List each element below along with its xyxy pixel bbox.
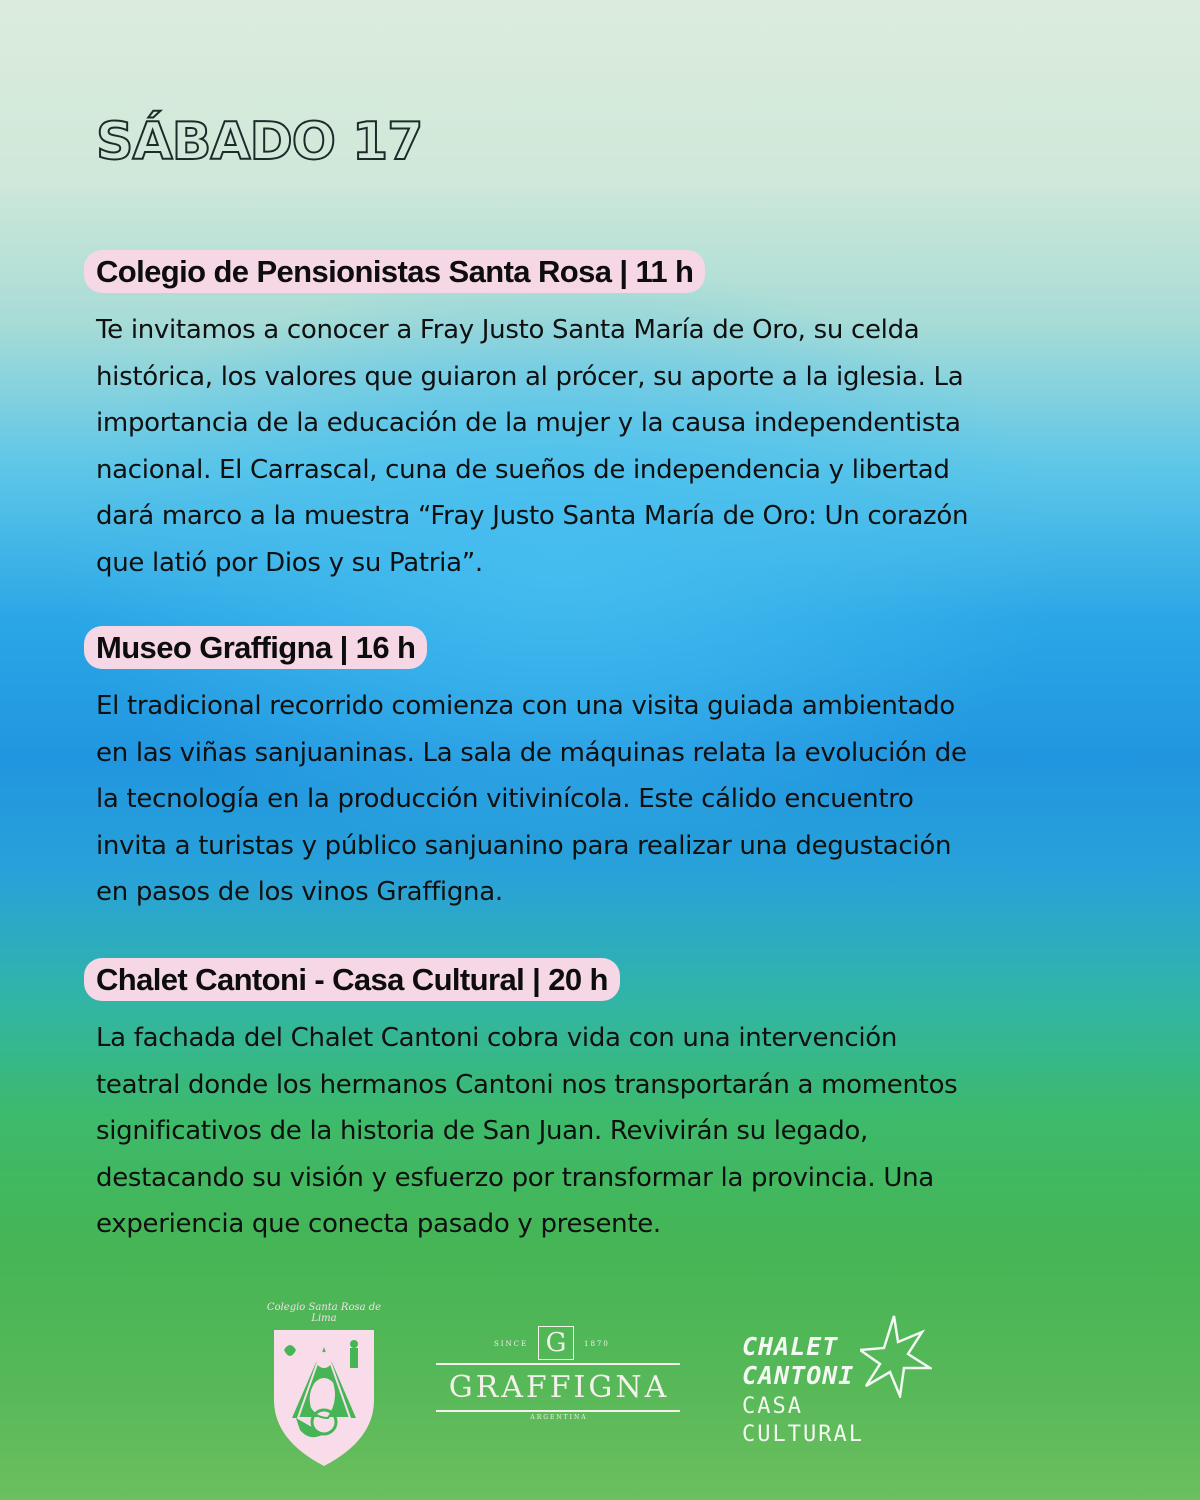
description-line: significativos de la historia de San Juan. Revivirán su legado, <box>96 1116 868 1147</box>
event-colegio <box>84 250 1124 587</box>
description-line: teatral donde los hermanos Cantoni nos transportarán a momentos <box>96 1069 958 1100</box>
day-title: SÁBADO 17 <box>96 112 423 172</box>
description-line: histórica, los valores que guiaron al prócer, su aporte a la iglesia. La <box>96 361 964 392</box>
chalet-logo-line3: CASA <box>742 1394 803 1419</box>
starburst-icon <box>860 1314 932 1398</box>
description-line: en pasos de los vinos Graffigna. <box>96 877 503 908</box>
description-line: destacando su visión y esfuerzo por transformar la provincia. Una <box>96 1162 934 1193</box>
sponsor-logos <box>0 1290 1200 1490</box>
graffigna-rule-bottom <box>436 1410 680 1412</box>
graffigna-year: 1870 <box>584 1340 610 1348</box>
colegio-logo <box>264 1302 384 1472</box>
event-graffigna <box>84 626 1124 916</box>
event-description <box>96 1015 1111 1248</box>
event-chalet <box>84 958 1124 1248</box>
graffigna-country: ARGENTINA <box>530 1414 588 1421</box>
description-line: nacional. El Carrascal, cuna de sueños de independencia y libertad <box>96 454 950 485</box>
description-line: dará marco a la muestra “Fray Justo Santa María de Oro: Un corazón <box>96 501 969 532</box>
event-description <box>96 307 1111 587</box>
description-line: que latió por Dios y su Patria”. <box>96 547 483 578</box>
graffigna-rule-top <box>436 1363 680 1365</box>
chalet-logo-line1: CHALET <box>742 1332 839 1361</box>
event-header: Museo Graffigna | 16 h <box>84 626 427 669</box>
description-line: El tradicional recorrido comienza con una visita guiada ambientado <box>96 691 955 721</box>
description-line: invita a turistas y público sanjuanino para realizar una degustación <box>96 830 952 861</box>
colegio-logo-caption: Colegio Santa Rosa de Lima <box>266 1302 382 1324</box>
school-crest-icon <box>270 1322 378 1468</box>
chalet-logo-line4: CULTURAL <box>742 1422 864 1447</box>
description-line: La fachada del Chalet Cantoni cobra vida con una intervención <box>96 1023 898 1053</box>
description-line: importancia de la educación de la mujer y la causa independentista <box>96 408 961 439</box>
graffigna-since: SINCE <box>494 1340 529 1348</box>
graffigna-logo <box>434 1326 684 1426</box>
event-header: Chalet Cantoni - Casa Cultural | 20 h <box>84 958 620 1001</box>
description-line: la tecnología en la producción vitivinícola. Este cálido encuentro <box>96 784 914 815</box>
description-line: Te invitamos a conocer a Fray Justo Santa María de Oro, su celda <box>96 315 920 345</box>
chalet-cantoni-logo <box>740 1314 940 1454</box>
event-description <box>96 683 1111 916</box>
event-header: Colegio de Pensionistas Santa Rosa | 11 h <box>84 250 705 293</box>
graffigna-monogram: G <box>538 1326 574 1360</box>
description-line: en las viñas sanjuaninas. La sala de máquinas relata la evolución de <box>96 737 967 768</box>
chalet-logo-line2: CANTONI <box>742 1361 855 1390</box>
graffigna-wordmark: GRAFFIGNA <box>448 1370 670 1405</box>
description-line: experiencia que conecta pasado y presente. <box>96 1209 661 1240</box>
